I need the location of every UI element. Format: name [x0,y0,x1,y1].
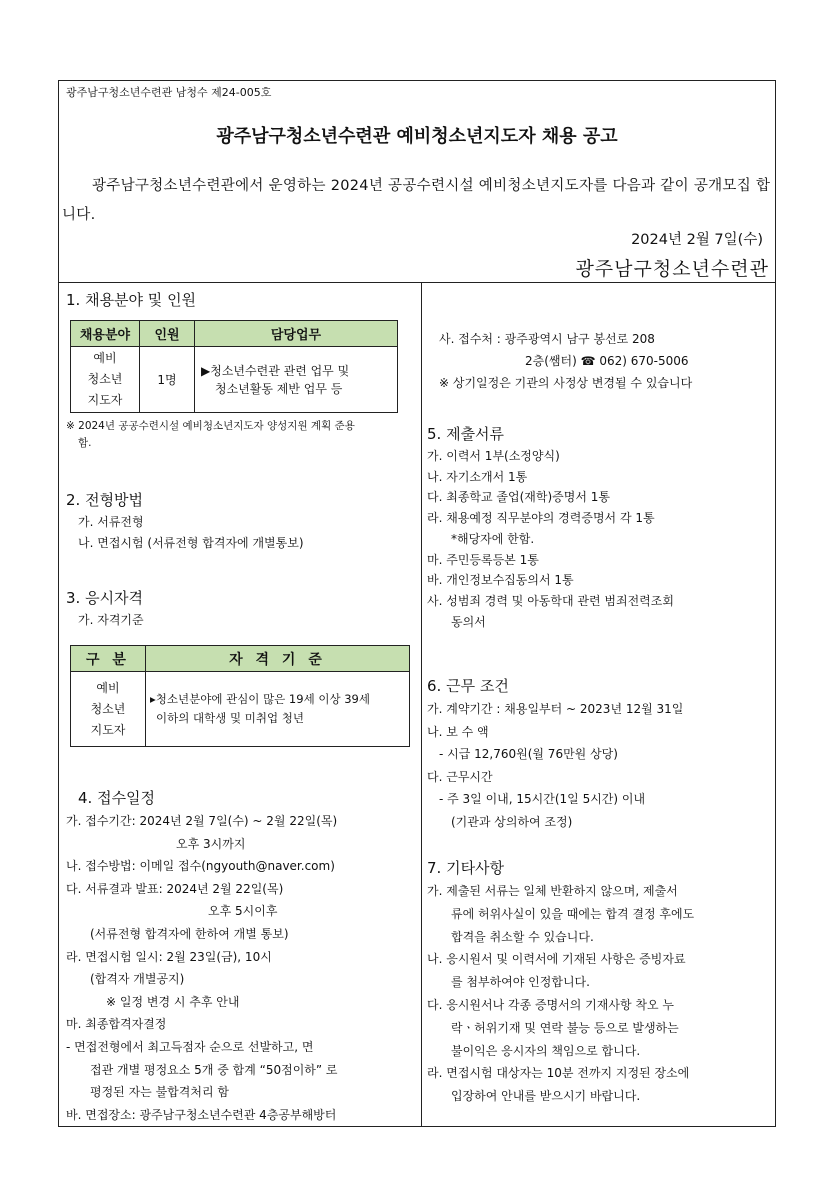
column-divider [421,282,422,1127]
field-line: 지도자 [90,722,126,737]
duty-line: 청소년활동 제반 업무 등 [215,381,343,396]
section-4 [66,786,416,1126]
field-line: 청소년 [90,701,126,716]
section-1-heading: 1. 채용분야 및 인원 [66,291,197,309]
list-item: 바. 개인정보수집동의서 1통 [427,573,574,588]
list-item: 마. 최종합격자결정 [66,1017,167,1032]
list-item: 가. 서류전형 [78,515,144,529]
list-item: 오후 5시이후 [208,904,278,919]
receipt-info [427,328,767,394]
list-item: 를 첨부하여야 인정합니다. [451,975,590,990]
receipt-note: ※ 상기일정은 기관의 사정상 변경될 수 있습니다 [439,376,693,390]
section-6 [427,674,767,833]
receipt-line: 2층(쌤터) ☎ 062) 670-5006 [525,354,689,368]
col-header-criteria: 자 격 기 준 [146,646,410,672]
section-7-heading: 7. 기타사항 [427,859,505,877]
list-item: - 주 3일 이내, 15시간(1일 5시간) 이내 [439,792,646,806]
header-divider [58,282,776,283]
list-item: 평정된 자는 불합격처리 함 [90,1085,229,1100]
list-item: (합격자 개별공지) [90,972,185,987]
list-item: 라. 채용예정 직무분야의 경력증명서 각 1통 [427,511,655,526]
page-title: 광주남구청소년수련관 예비청소년지도자 채용 공고 [216,126,618,147]
list-item: 가. 제출된 서류는 일체 반환하지 않으며, 제출서 [427,884,678,898]
list-item: 가. 계약기간 : 채용일부터 ~ 2023년 12월 31일 [427,702,684,716]
list-item: 다. 근무시간 [427,769,493,784]
list-item: 락ㆍ허위기재 및 연락 불능 등으로 발생하는 [451,1020,679,1035]
cell-field [71,347,140,413]
recruitment-table [70,320,398,413]
list-item: 합격을 취소할 수 있습니다. [451,929,594,944]
section-2-heading: 2. 전형방법 [66,491,144,509]
section-5 [427,422,767,632]
section-1-note [66,418,406,452]
section-6-heading: 6. 근무 조건 [427,677,509,695]
list-item: ※ 일정 변경 시 추후 안내 [106,994,240,1009]
section-1 [66,288,416,312]
section-3-heading: 3. 응시자격 [66,589,144,607]
col-header-count: 인원 [140,321,195,347]
criteria-line: ▸청소년분야에 관심이 많은 19세 이상 39세 [150,692,370,706]
section-5-heading: 5. 제출서류 [427,425,505,443]
criteria-line: 이하의 대학생 및 미취업 청년 [156,711,304,725]
list-item: 다. 응시원서나 각종 증명서의 기재사항 착오 누 [427,997,674,1012]
list-item: 다. 서류결과 발표: 2024년 2월 22일(목) [66,881,284,896]
list-item: 입장하여 안내를 받으시기 바랍니다. [451,1089,641,1104]
list-item: 가. 자격기준 [78,613,144,627]
section-3 [66,586,416,631]
list-item: 다. 최종학교 졸업(재학)증명서 1통 [427,490,610,505]
cell-criteria [146,672,410,747]
list-item: - 면접전형에서 최고득점자 순으로 선발하고, 면 [66,1039,314,1054]
field-line: 지도자 [87,393,123,407]
note-line: ※ 2024년 공공수련시설 예비청소년지도자 양성지원 계획 준용 [66,420,355,432]
list-item: - 시급 12,760원(월 76만원 상당) [439,747,618,761]
cell-duty [195,347,398,413]
field-line: 청소년 [87,372,123,386]
list-item: 나. 보 수 액 [427,724,489,739]
cell-field [71,672,146,747]
col-header-duty: 담당업무 [195,321,398,347]
list-item: 류에 허위사실이 있을 때에는 합격 결정 후에도 [451,906,695,921]
list-item: 나. 응시원서 및 이력서에 기재된 사항은 증빙자료 [427,952,686,967]
list-item: 나. 면접시험 (서류전형 합격자에 개별통보) [78,536,304,550]
list-item: (서류전형 합격자에 한하여 개별 통보) [90,926,289,941]
cell-count: 1명 [140,347,195,413]
section-2 [66,488,416,554]
list-item: 동의서 [451,614,486,629]
list-item: 라. 면접시험 일시: 2월 23일(금), 10시 [66,949,272,964]
list-item: 접관 개별 평정요소 5개 중 합계 “50점이하” 로 [90,1062,338,1077]
list-item: *해당자에 한함. [451,531,535,546]
list-item: 사. 성범죄 경력 및 아동학대 관련 범죄전력조회 [427,593,674,608]
list-item: 라. 면접시험 대상자는 10분 전까지 지정된 장소에 [427,1066,690,1081]
intro-paragraph: 광주남구청소년수련관에서 운영하는 2024년 공공수련시설 예비청소년지도자를 다음과 같이 공개모집 합니다. [62,178,771,223]
document-number: 광주남구청소년수련관 남청수 제24-005호 [66,86,272,99]
list-item: 나. 자기소개서 1통 [427,469,528,484]
list-item: 가. 접수기간: 2024년 2월 7일(수) ~ 2월 22일(목) [66,814,338,828]
list-item: 바. 면접장소: 광주남구청소년수련관 4층공부해방터 [66,1107,337,1122]
list-item: (기관과 상의하여 조정) [451,814,573,829]
qualification-table [70,645,410,747]
col-header-category: 구 분 [71,646,146,672]
col-header-field: 채용분야 [71,321,140,347]
receipt-line: 사. 접수처 : 광주광역시 남구 봉선로 208 [439,332,655,346]
list-item: 나. 접수방법: 이메일 접수(ngyouth@naver.com) [66,859,335,874]
list-item: 불이익은 응시자의 책임으로 합니다. [451,1043,641,1058]
note-line: 함. [78,437,92,449]
field-line: 예비 [93,351,117,365]
list-item: 가. 이력서 1부(소정양식) [427,449,560,463]
section-4-heading: 4. 접수일정 [78,789,156,807]
organization-name: 광주남구청소년수련관 [575,258,769,280]
duty-line: ▶청소년수련관 관련 업무 및 [201,363,350,378]
list-item: 오후 3시까지 [176,836,246,851]
section-7 [427,856,767,1108]
field-line: 예비 [96,680,120,695]
list-item: 마. 주민등록등본 1통 [427,552,539,567]
announcement-date: 2024년 2월 7일(수) [631,232,763,248]
